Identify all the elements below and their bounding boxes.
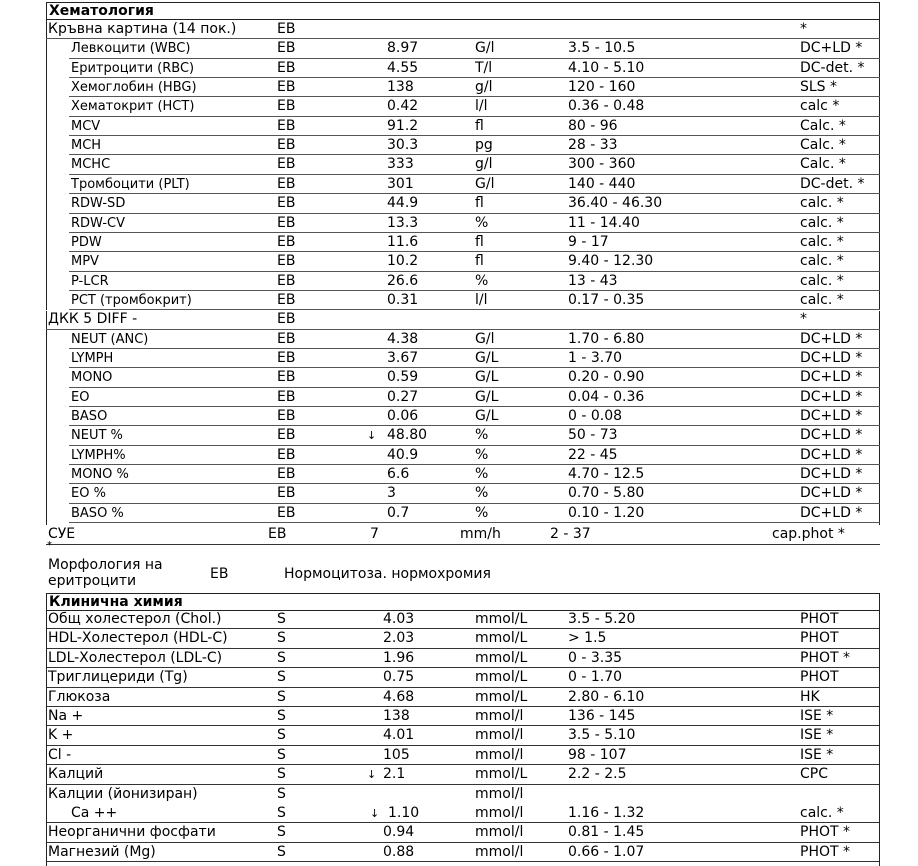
- test-name: Na +: [48, 708, 84, 724]
- test-name: EO %: [71, 486, 106, 502]
- method: PHOT *: [800, 649, 850, 666]
- method: calc. *: [800, 272, 844, 289]
- sample-type: S: [277, 669, 286, 686]
- sample-type: S: [277, 727, 286, 744]
- test-name: RDW-SD: [71, 196, 126, 212]
- reference-range: 2.2 - 2.5: [568, 766, 627, 783]
- sample-type: EB: [277, 175, 296, 192]
- sample-type: EB: [277, 214, 296, 231]
- method: DC+LD *: [800, 446, 863, 463]
- table-row: [0, 368, 918, 387]
- test-name: MCV: [71, 118, 101, 134]
- result-value: 0.59: [387, 369, 419, 386]
- sample-type: EB: [277, 485, 296, 502]
- reference-range: 9 - 17: [568, 233, 609, 250]
- test-name: LDL-Холестерол (LDL-C): [48, 649, 223, 666]
- sample-type: S: [277, 708, 286, 724]
- table-row: [0, 504, 918, 523]
- sample-type: EB: [277, 291, 296, 308]
- test-name: Кръвна картина (14 пок.): [48, 21, 237, 37]
- reference-range: 4.70 - 12.5: [568, 466, 645, 483]
- method: Calc. *: [800, 117, 846, 134]
- table-row: [0, 407, 918, 426]
- table-row: [0, 214, 918, 233]
- table-row: [0, 39, 918, 58]
- method: DC+LD *: [800, 349, 863, 366]
- test-name: HDL-Холестерол (HDL-C): [48, 630, 228, 647]
- result-value: 91.2: [387, 117, 419, 134]
- sample-type: EB: [277, 137, 296, 154]
- test-name: Неорганични фосфати: [48, 824, 216, 841]
- reference-range: 0.70 - 5.80: [568, 485, 645, 502]
- sample-type: EB: [277, 388, 296, 405]
- sample-type: EB: [277, 40, 296, 57]
- sample-type: EB: [277, 253, 296, 270]
- table-row: [0, 446, 918, 465]
- reference-range: 98 - 107: [568, 746, 627, 763]
- method: SLS *: [800, 79, 838, 96]
- test-name: Левкоцити (WBC): [71, 41, 191, 57]
- result-unit: l/l: [475, 291, 488, 308]
- table-row: [0, 97, 918, 116]
- result-unit: mmol/l: [475, 785, 524, 802]
- result-unit: mmol/L: [475, 688, 528, 705]
- reference-range: 0.36 - 0.48: [568, 98, 645, 115]
- reference-range: 0 - 3.35: [568, 649, 623, 666]
- result-unit: %: [475, 466, 489, 483]
- result-value: 105: [383, 746, 410, 763]
- sample-type: EB: [277, 504, 296, 521]
- method: DC+LD *: [800, 466, 863, 483]
- table-row: [0, 136, 918, 155]
- reference-range: 1 - 3.70: [568, 349, 623, 366]
- method: CPC: [800, 766, 828, 783]
- table-row: [0, 78, 918, 97]
- method: PHOT *: [800, 824, 850, 841]
- sample-type: EB: [277, 446, 296, 463]
- hematology-title: Хематология: [49, 3, 154, 19]
- result-value: 0.75: [383, 669, 415, 686]
- method: ISE *: [800, 727, 834, 744]
- result-value: 0.7: [387, 504, 410, 521]
- result-value: 2.03: [383, 630, 415, 647]
- method: PHOT *: [800, 843, 850, 860]
- reference-range: 50 - 73: [568, 427, 618, 444]
- reference-range: 2.80 - 6.10: [568, 688, 645, 705]
- test-name: Cl -: [48, 746, 72, 763]
- test-name: MCHC: [71, 157, 111, 173]
- result-unit: mmol/L: [475, 630, 528, 647]
- result-unit: %: [475, 427, 489, 444]
- method: *: [800, 21, 807, 37]
- test-name: Триглицериди (Tg): [48, 669, 188, 686]
- test-name: LYMPH%: [71, 447, 126, 463]
- table-row: [0, 233, 918, 252]
- result-unit: fl: [475, 253, 484, 270]
- reference-range: 3.5 - 5.10: [568, 727, 636, 744]
- table-row: [0, 465, 918, 484]
- reference-range: 36.40 - 46.30: [568, 195, 663, 212]
- result-value: 2.1: [383, 766, 406, 783]
- reference-range: 3.5 - 5.20: [568, 611, 636, 627]
- morphology-name-line1: Морфология на: [48, 557, 163, 573]
- result-unit: mmol/l: [475, 843, 524, 860]
- table-row: [0, 349, 918, 368]
- method: DC+LD *: [800, 330, 863, 347]
- reference-range: 300 - 360: [568, 156, 636, 173]
- result-unit: %: [475, 504, 489, 521]
- reference-range: 80 - 96: [568, 117, 618, 134]
- test-name: MPV: [71, 254, 99, 270]
- reference-range: 0.20 - 0.90: [568, 369, 645, 386]
- result-value: 0.42: [387, 98, 419, 115]
- result-unit: T/l: [475, 59, 493, 76]
- result-value: 138: [387, 79, 414, 96]
- result-value: 30.3: [387, 137, 419, 154]
- test-name: Тромбоцити (PLT): [71, 176, 190, 192]
- test-name: Хематокрит (HCT): [71, 99, 195, 115]
- sample-type: EB: [277, 466, 296, 483]
- result-unit: %: [475, 485, 489, 502]
- test-name: Калции (йонизиран): [48, 785, 198, 802]
- result-value: 0.94: [383, 824, 415, 841]
- reference-range: 0.66 - 1.07: [568, 843, 645, 860]
- sample-type: S: [277, 805, 286, 821]
- test-name: NEUT %: [71, 428, 123, 444]
- sample-type: EB: [277, 117, 296, 134]
- sample-type: S: [277, 630, 286, 647]
- result-unit: l/l: [475, 98, 488, 115]
- sample-type: EB: [277, 156, 296, 173]
- sample-type: EB: [277, 21, 296, 37]
- result-unit: mmol/L: [475, 649, 528, 666]
- result-value: 0.27: [387, 388, 419, 405]
- table-row: [0, 252, 918, 271]
- method: ISE *: [800, 746, 834, 763]
- morphology-note-star: *: [47, 540, 52, 551]
- reference-range: 1.70 - 6.80: [568, 330, 645, 347]
- result-unit: %: [475, 214, 489, 231]
- chemistry-section-header: [46, 593, 880, 611]
- result-unit: G/L: [475, 408, 499, 424]
- low-flag-icon: ↓: [367, 768, 377, 782]
- sample-type: S: [277, 611, 286, 627]
- result-value: 301: [387, 175, 414, 192]
- method: *: [800, 311, 807, 328]
- method: calc. *: [800, 214, 844, 231]
- table-row: [0, 155, 918, 174]
- result-unit: fl: [475, 195, 484, 212]
- method: DC+LD *: [800, 427, 863, 444]
- divider: [46, 544, 880, 545]
- result-unit: pg: [475, 137, 493, 154]
- chemistry-group: [46, 611, 880, 866]
- result-value: 1.10: [388, 805, 420, 821]
- result-value: 0.88: [383, 843, 415, 860]
- test-name: MONO %: [71, 467, 129, 483]
- table-row: [0, 59, 918, 78]
- row-divider: [69, 522, 880, 523]
- result-unit: mmol/l: [475, 824, 524, 841]
- method: DC+LD *: [800, 408, 863, 424]
- sample-type: S: [277, 688, 286, 705]
- sample-type: S: [277, 824, 286, 841]
- result-value: 4.01: [383, 727, 415, 744]
- test-name: Еритроцити (RBC): [71, 60, 195, 76]
- test-name: RDW-CV: [71, 215, 126, 231]
- result-value: 3: [387, 485, 396, 502]
- method: Calc. *: [800, 137, 846, 154]
- sample-type: EB: [277, 330, 296, 347]
- reference-range: 3.5 - 10.5: [568, 40, 636, 57]
- method: DC+LD *: [800, 485, 863, 502]
- low-flag-icon: ↓: [367, 429, 377, 443]
- result-unit: %: [475, 272, 489, 289]
- low-flag-icon: ↓: [370, 807, 380, 820]
- result-unit: G/l: [475, 40, 495, 57]
- result-value: 333: [387, 156, 414, 173]
- reference-range: 1.16 - 1.32: [568, 805, 645, 821]
- result-value: 10.2: [387, 253, 419, 270]
- result-value: 3.67: [387, 349, 419, 366]
- result-value: 40.9: [387, 446, 419, 463]
- table-row: [0, 117, 918, 136]
- result-value: 0.06: [387, 408, 419, 424]
- method: HK: [800, 688, 820, 705]
- esr-ref: 2 - 37: [550, 526, 591, 542]
- result-value: 138: [383, 708, 410, 724]
- sample-type: S: [277, 649, 286, 666]
- reference-range: 0.04 - 0.36: [568, 388, 645, 405]
- reference-range: 11 - 14.40: [568, 214, 640, 231]
- reference-range: 22 - 45: [568, 446, 618, 463]
- sample-type: EB: [277, 98, 296, 115]
- result-value: 6.6: [387, 466, 410, 483]
- result-value: 1.96: [383, 649, 415, 666]
- test-name: Ca ++: [71, 805, 118, 821]
- sample-type: EB: [277, 349, 296, 366]
- test-name: Магнезий (Mg): [48, 843, 156, 860]
- result-unit: G/L: [475, 349, 499, 366]
- reference-range: 0 - 0.08: [568, 408, 623, 424]
- method: calc. *: [800, 253, 844, 270]
- result-unit: mmol/l: [475, 746, 524, 763]
- reference-range: 120 - 160: [568, 79, 636, 96]
- reference-range: 0.17 - 0.35: [568, 291, 645, 308]
- method: PHOT: [800, 630, 839, 647]
- table-row: [0, 484, 918, 503]
- result-unit: mmol/L: [475, 611, 528, 627]
- sample-type: EB: [277, 79, 296, 96]
- method: DC+LD *: [800, 40, 863, 57]
- result-unit: G/l: [475, 175, 495, 192]
- result-value: 0.31: [387, 291, 419, 308]
- reference-range: 140 - 440: [568, 175, 636, 192]
- reference-range: 0.10 - 1.20: [568, 504, 645, 521]
- table-row: [0, 310, 918, 329]
- result-unit: G/L: [475, 369, 499, 386]
- reference-range: 136 - 145: [568, 708, 636, 724]
- method: Calc. *: [800, 156, 846, 173]
- result-value: 48.80: [387, 427, 428, 444]
- esr-type: EB: [268, 526, 287, 542]
- esr-unit: mm/h: [460, 526, 501, 542]
- result-value: 4.38: [387, 330, 419, 347]
- chemistry-title: Клинична химия: [49, 594, 183, 610]
- esr-name: СУЕ: [48, 526, 76, 542]
- reference-range: 9.40 - 12.30: [568, 253, 654, 270]
- test-name: Глюкоза: [48, 688, 111, 705]
- result-value: 8.97: [387, 40, 419, 57]
- table-row: [0, 291, 918, 310]
- result-unit: mmol/L: [475, 669, 528, 686]
- morphology-name-line2: еритроцити: [48, 573, 137, 589]
- test-name: EO: [71, 389, 90, 405]
- table-row: [0, 388, 918, 407]
- sample-type: S: [277, 843, 286, 860]
- sample-type: EB: [277, 408, 296, 424]
- method: DC+LD *: [800, 369, 863, 386]
- result-value: 13.3: [387, 214, 419, 231]
- esr-method: cap.phot *: [772, 526, 845, 542]
- table-row: [0, 194, 918, 213]
- result-unit: fl: [475, 117, 484, 134]
- test-name: Хемоглобин (HBG): [71, 80, 197, 96]
- test-name: PDW: [71, 234, 102, 250]
- result-unit: g/l: [475, 79, 493, 96]
- table-row: [0, 175, 918, 194]
- result-unit: mmol/l: [475, 805, 524, 821]
- test-name: ДКК 5 DIFF -: [48, 311, 138, 328]
- table-row: [0, 20, 918, 39]
- method: calc. *: [800, 291, 844, 308]
- sample-type: EB: [277, 427, 296, 444]
- test-name: K +: [48, 727, 74, 744]
- test-name: MCH: [71, 138, 102, 154]
- test-name: BASO %: [71, 505, 124, 521]
- result-unit: G/l: [475, 330, 495, 347]
- reference-range: 28 - 33: [568, 137, 618, 154]
- sample-type: S: [277, 766, 286, 783]
- morphology-type: EB: [210, 566, 229, 582]
- method: ISE *: [800, 708, 834, 724]
- reference-range: 4.10 - 5.10: [568, 59, 645, 76]
- test-name: LYMPH: [71, 350, 114, 366]
- result-value: 4.68: [383, 688, 415, 705]
- table-row: [0, 330, 918, 349]
- esr-value: 7: [370, 526, 379, 542]
- esr-row: [0, 525, 918, 544]
- method: PHOT: [800, 669, 839, 686]
- method: DC-det. *: [800, 59, 865, 76]
- test-name: MONO: [71, 370, 113, 386]
- method: DC-det. *: [800, 175, 865, 192]
- reference-range: > 1.5: [568, 630, 607, 647]
- sample-type: EB: [277, 272, 296, 289]
- sample-type: EB: [277, 195, 296, 212]
- sample-type: S: [277, 785, 286, 802]
- reference-range: 0 - 1.70: [568, 669, 623, 686]
- result-unit: G/L: [475, 388, 499, 405]
- morphology-result: Нормоцитоза. нормохромия: [284, 566, 491, 582]
- method: calc *: [800, 98, 840, 115]
- sample-type: EB: [277, 233, 296, 250]
- method: PHOT: [800, 611, 839, 627]
- sample-type: EB: [277, 311, 296, 328]
- result-value: 4.03: [383, 611, 415, 627]
- sample-type: EB: [277, 369, 296, 386]
- method: calc. *: [800, 805, 844, 821]
- result-unit: fl: [475, 233, 484, 250]
- result-value: 26.6: [387, 272, 419, 289]
- test-name: Калций: [48, 766, 104, 783]
- result-unit: mmol/l: [475, 727, 524, 744]
- reference-range: 13 - 43: [568, 272, 618, 289]
- method: DC+LD *: [800, 388, 863, 405]
- result-value: 11.6: [387, 233, 419, 250]
- test-name: NEUT (ANC): [71, 331, 149, 347]
- test-name: PCT (тромбокрит): [71, 292, 192, 308]
- result-unit: mmol/L: [475, 766, 528, 783]
- table-row: [0, 426, 918, 445]
- result-value: 44.9: [387, 195, 419, 212]
- table-row: [0, 272, 918, 291]
- result-value: 4.55: [387, 59, 419, 76]
- result-unit: %: [475, 446, 489, 463]
- method: calc. *: [800, 233, 844, 250]
- sample-type: S: [277, 746, 286, 763]
- sample-type: EB: [277, 59, 296, 76]
- test-name: BASO: [71, 409, 108, 424]
- test-name: Общ холестерол (Chol.): [48, 611, 222, 627]
- method: DC+LD *: [800, 504, 863, 521]
- reference-range: 0.81 - 1.45: [568, 824, 645, 841]
- result-unit: g/l: [475, 156, 493, 173]
- test-name: P-LCR: [71, 273, 109, 289]
- method: calc. *: [800, 195, 844, 212]
- hematology-section-header: [46, 2, 880, 20]
- result-unit: mmol/l: [475, 708, 524, 724]
